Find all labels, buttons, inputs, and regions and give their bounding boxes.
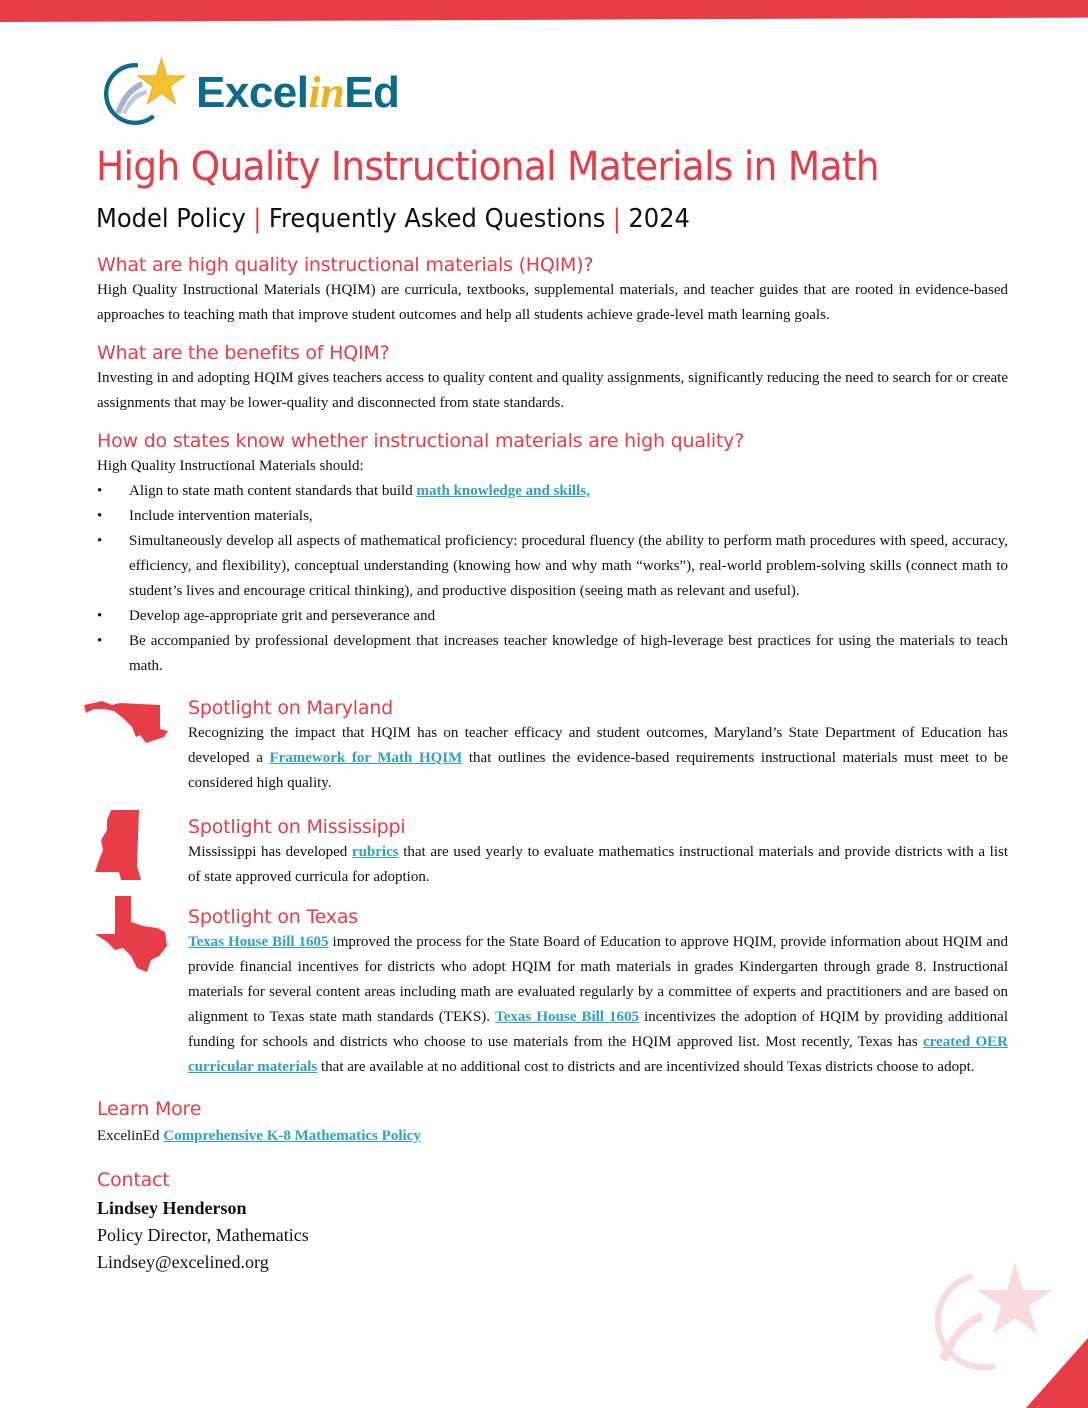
section-body: Investing in and adopting HQIM gives teachers access to quality content and quality assignments, significantly reducing the need to search for or create assignments that may be lower-quality and disconnected from state standards. <box>97 370 1008 411</box>
oer-curricular-materials-link[interactable]: created OER curricular materials <box>188 1034 1009 1075</box>
list-item <box>97 479 1008 504</box>
contact-details <box>97 1195 1008 1276</box>
spotlight-body <box>188 930 1008 1080</box>
spotlight-text: that are available at no additional cost to districts and are incentivized should Texas districts choose to adopt. <box>317 1059 975 1075</box>
contact-email: Lindsey@excelined.org <box>97 1252 269 1272</box>
texas-hb-1605-link[interactable]: Texas House Bill 1605 <box>188 934 329 950</box>
page-title: High Quality Instructional Materials in Math <box>96 144 879 190</box>
subtitle-faq: Frequently Asked Questions <box>268 204 606 234</box>
section-how-states-know <box>97 428 1008 679</box>
section-heading: What are the benefits of HQIM? <box>97 342 390 364</box>
logo-text-excel: Excel <box>196 67 309 117</box>
shooting-star-logo-icon <box>96 52 192 132</box>
page-subtitle <box>96 204 690 234</box>
section-heading: What are high quality instructional materials (HQIM)? <box>97 254 594 276</box>
contact-role: Policy Director, Mathematics <box>97 1225 309 1245</box>
mississippi-map-icon <box>95 810 155 886</box>
framework-math-hqim-link[interactable]: Framework for Math HQIM <box>269 750 463 766</box>
learn-more-prefix: ExcelinEd <box>97 1128 164 1144</box>
subtitle-year: 2024 <box>628 204 690 234</box>
spotlight-body <box>188 840 1008 890</box>
list-item-text: Be accompanied by professional development that increases teacher knowledge of high-leverage best practices for using the materials to teach math. <box>129 633 1008 674</box>
section-benefits <box>97 340 1008 416</box>
spotlight-text: incentivizes the adoption of HQIM by providing additional funding for schools and districts who choose to use materials from the HQIM approved list. Most recently, Texas has <box>188 1009 1009 1050</box>
spotlight-text: Recognizing the impact that HQIM has on teacher efficacy and student outcomes, Maryland’s State Department of Education has developed a <box>188 725 1008 766</box>
list-item-text: Align to state math content standards that build <box>129 483 417 499</box>
subtitle-model-policy: Model Policy <box>96 204 246 234</box>
spotlight-heading: Spotlight on Texas <box>188 906 358 928</box>
texas-map-icon <box>95 896 171 972</box>
list-item-text: Simultaneously develop all aspects of mathematical proficiency: procedural fluency (the ability to perform math procedures with speed, accuracy, efficiency, and flexibility), conceptual understanding (knowing how and why math “works”), real-world problem-solving skills (connect math to student’s lives and encourage critical thinking), and productive disposition (seeing math as relevant and useful). <box>129 533 1008 599</box>
spotlight-mississippi <box>97 814 1008 890</box>
spotlight-text: improved the process for the State Board of Education to approve HQIM, provide information about HQIM and provide financial incentives for districts who adopt HQIM for math materials in grades Kindergarten through grade 8. Instructional materials for several content areas including math are evaluated regularly by a committee of experts and practitioners and are based on alignment to Texas state math standards (TEKS). <box>188 934 1009 1025</box>
rubrics-link[interactable]: rubrics <box>351 844 399 860</box>
spotlight-text: that are used yearly to evaluate mathematics instructional materials and provide districts with a list of state approved curricula for adoption. <box>188 844 1008 885</box>
spotlight-heading: Spotlight on Mississippi <box>188 816 406 838</box>
contact-name: Lindsey Henderson <box>97 1198 247 1218</box>
list-item-text: Develop age-appropriate grit and perseverance and <box>129 608 436 624</box>
logo-wordmark <box>196 67 399 118</box>
maryland-map-icon <box>84 701 168 751</box>
document-body <box>97 252 1008 1276</box>
texas-hb-1605-link-2[interactable]: Texas House Bill 1605 <box>495 1009 640 1025</box>
k8-math-policy-link[interactable]: Comprehensive K-8 Mathematics Policy <box>163 1128 421 1144</box>
subtitle-separator: | <box>253 204 262 234</box>
spotlight-heading: Spotlight on Maryland <box>188 697 393 719</box>
learn-more-heading: Learn More <box>97 1098 202 1120</box>
watermark-logo-icon <box>915 1262 1055 1382</box>
subtitle-separator: | <box>612 204 621 234</box>
excelined-logo <box>96 52 399 132</box>
criteria-list <box>97 479 1008 679</box>
math-knowledge-link[interactable]: math knowledge and skills, <box>416 483 590 499</box>
list-item <box>97 604 1008 629</box>
spotlight-text: Mississippi has developed <box>188 844 352 860</box>
list-item <box>97 529 1008 604</box>
section-intro: High Quality Instructional Materials should: <box>97 458 364 474</box>
list-item <box>97 504 1008 529</box>
contact-section <box>97 1167 1008 1276</box>
spotlight-maryland <box>97 695 1008 796</box>
section-heading: How do states know whether instructional materials are high quality? <box>97 430 745 452</box>
spotlight-text: that outlines the evidence-based requirements instructional materials must meet to be considered high quality. <box>188 750 1008 791</box>
list-item <box>97 629 1008 679</box>
list-item-text: Include intervention materials, <box>129 508 313 524</box>
logo-text-ed: Ed <box>344 67 400 117</box>
contact-heading: Contact <box>97 1169 170 1191</box>
learn-more-body <box>97 1124 1008 1149</box>
section-body: High Quality Instructional Materials (HQIM) are curricula, textbooks, supplemental materials, and teacher guides that are rooted in evidence-based approaches to teaching math that improve student outcomes and help all students achieve grade-level math learning goals. <box>97 282 1008 323</box>
top-accent-bar <box>0 0 1088 22</box>
learn-more-section <box>97 1096 1008 1149</box>
logo-text-in: in <box>308 67 345 117</box>
spotlight-body <box>188 721 1008 796</box>
section-what-is-hqim <box>97 252 1008 328</box>
spotlight-texas <box>97 904 1008 1080</box>
